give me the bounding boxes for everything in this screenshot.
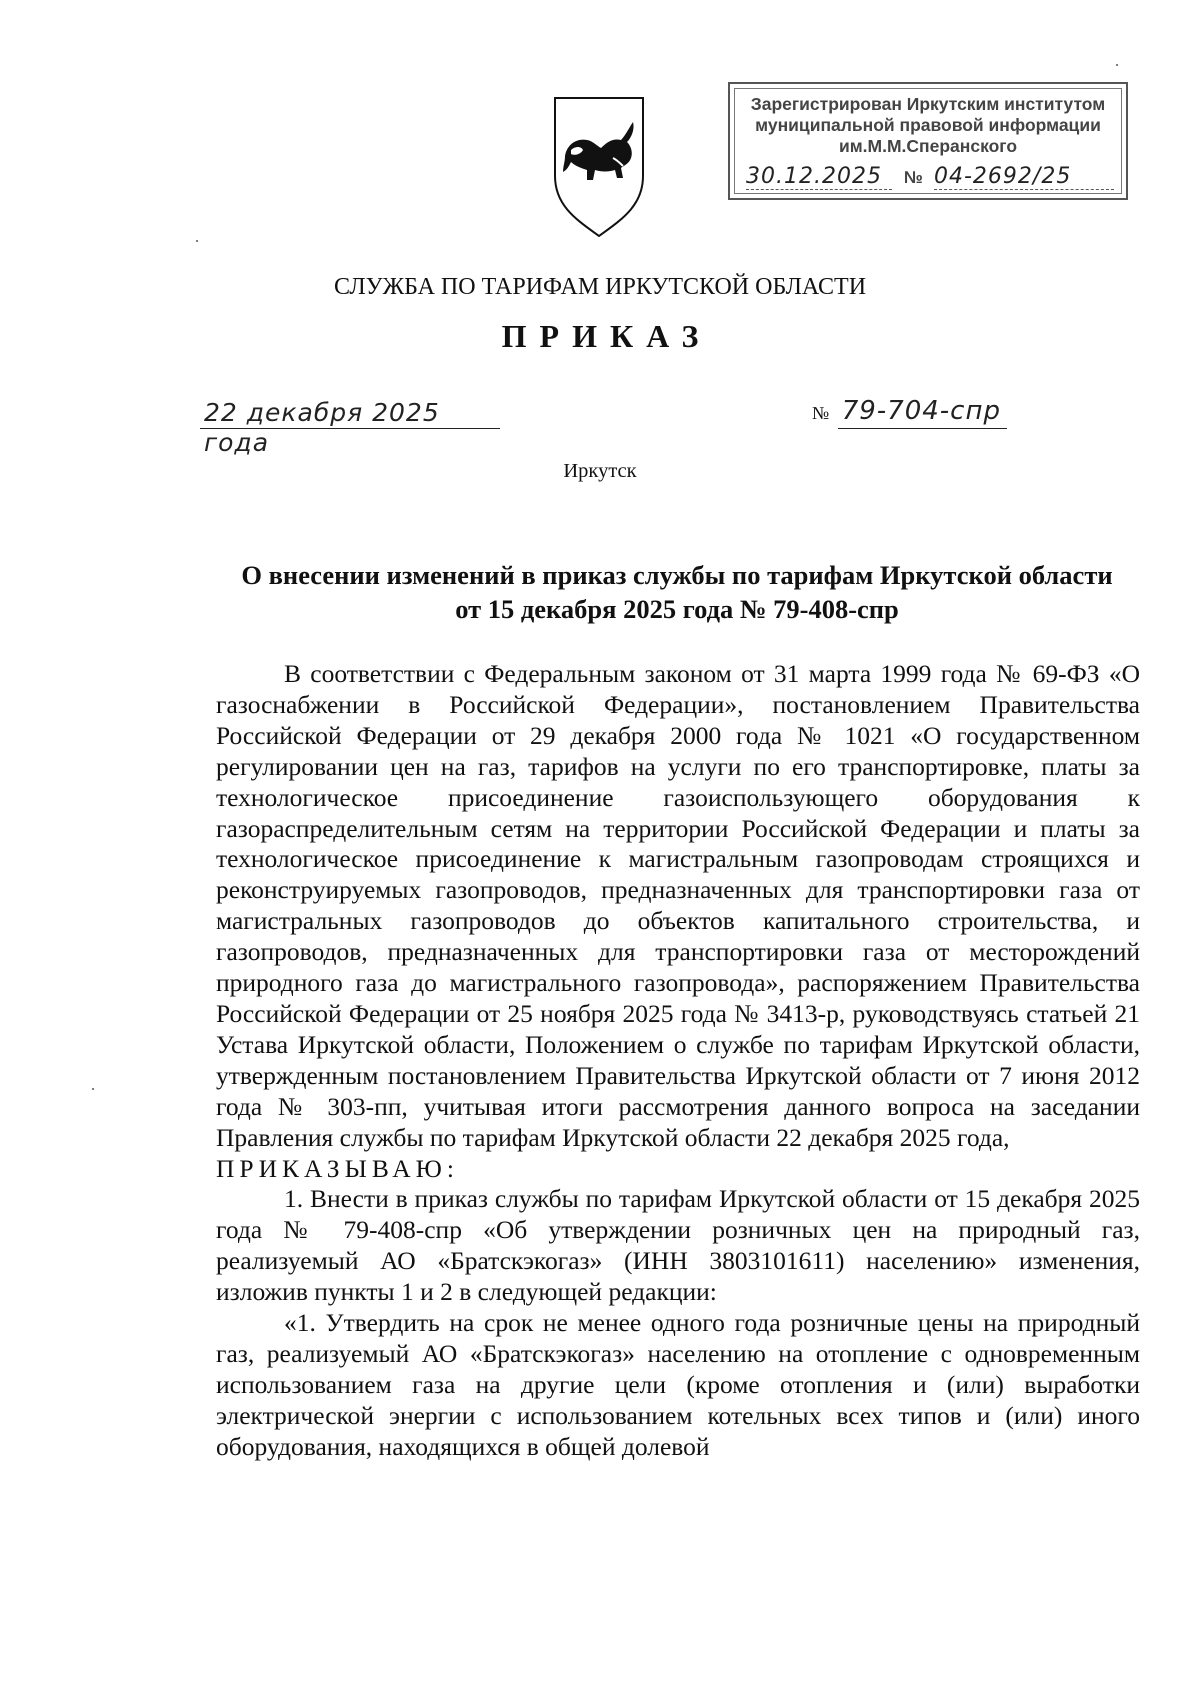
order-number-label: № — [812, 403, 830, 423]
scan-speck — [92, 1088, 94, 1090]
registration-stamp — [728, 82, 1128, 200]
order-subject — [212, 558, 1142, 626]
order-date-handwritten: 22 декабря 2025 года — [204, 398, 440, 457]
scan-speck — [196, 240, 198, 242]
agency-name: СЛУЖБА ПО ТАРИФАМ ИРКУТСКОЙ ОБЛАСТИ — [333, 274, 867, 300]
stamp-date-field — [746, 164, 892, 190]
document-type-title: ПРИКАЗ — [501, 318, 712, 354]
stamp-line-1: Зарегистрирован Иркутским институтом — [750, 94, 1106, 114]
stamp-number: 04-2692/25 — [934, 164, 1072, 189]
stamp-number-label: № — [904, 168, 923, 187]
coat-of-arms-icon — [551, 94, 647, 240]
order-number-handwritten: 79-704-спр — [841, 396, 1001, 426]
stamp-number-field — [934, 164, 1114, 190]
stamp-line-2: муниципальной правовой информации — [755, 115, 1101, 135]
order-date — [204, 398, 500, 458]
item-1-quote-paragraph: «1. Утвердить на срок не менее одного года розничные цены на природный газ, реализуемый АО «Братскэкогаз» населению на отопление с одновременным использованием газа на другие цели (кроме отопления и (или) выработки электрической энергии с использованием котельных всех типов и (или) иного оборудования, находящихся в общей долевой — [216, 1308, 1140, 1461]
subject-line-2: от 15 декабря 2025 года № 79-408-спр — [455, 594, 899, 624]
subject-line-1: О внесении изменений в приказ службы по тарифам Иркутской области — [241, 560, 1113, 590]
order-body — [216, 659, 1140, 1463]
preamble-paragraph: В соответствии с Федеральным законом от 31 марта 1999 года № 69-ФЗ «О газоснабжении в Российской Федерации», постановлением Правительства Российской Федерации от 29 декабря 2000 года № 1021 «О государственном регулировании цен на газ, тарифов на услуги по его транспортировке, платы за технологическое присоединение газоиспользующего оборудования к газораспределительным сетям на территории Российской Федерации и платы за технологическое присоединение к магистральным газопроводам строящихся и реконструируемых газопроводов, предназначенных для транспортировки газа от магистральных газопроводов до объектов капитального строительства, и газопроводов, предназначенных для транспортировки газа от месторождений природного газа до магистрального газопровода», распоряжением Правительства Российской Федерации от 25 ноября 2025 года № 3413-р, руководствуясь статьей 21 Устава Иркутской области, Положением о службе по тарифам Иркутской области, утвержденным постановлением Правительства Иркутской области от 7 июня 2012 года № 303-пп, учитывая итоги рассмотрения данного вопроса на заседании Правления службы по тарифам Иркутской области 22 декабря 2025 года, — [216, 659, 1140, 1152]
order-number — [812, 396, 1001, 426]
city: Иркутск — [563, 460, 637, 482]
stamp-line-3: им.М.М.Сперанского — [838, 136, 1018, 156]
stamp-date: 30.12.2025 — [746, 164, 882, 189]
order-word: ПРИКАЗЫВАЮ: — [216, 1153, 459, 1183]
item-1-paragraph: 1. Внести в приказ службы по тарифам Иркутской области от 15 декабря 2025 года № 79-408-спр «Об утверждении розничных цен на природный газ, реализуемый АО «Братскэкогаз» (ИНН 3803101611) населению» изменения, изложив пункты 1 и 2 в следующей редакции: — [216, 1184, 1140, 1307]
scan-speck — [1116, 64, 1118, 66]
